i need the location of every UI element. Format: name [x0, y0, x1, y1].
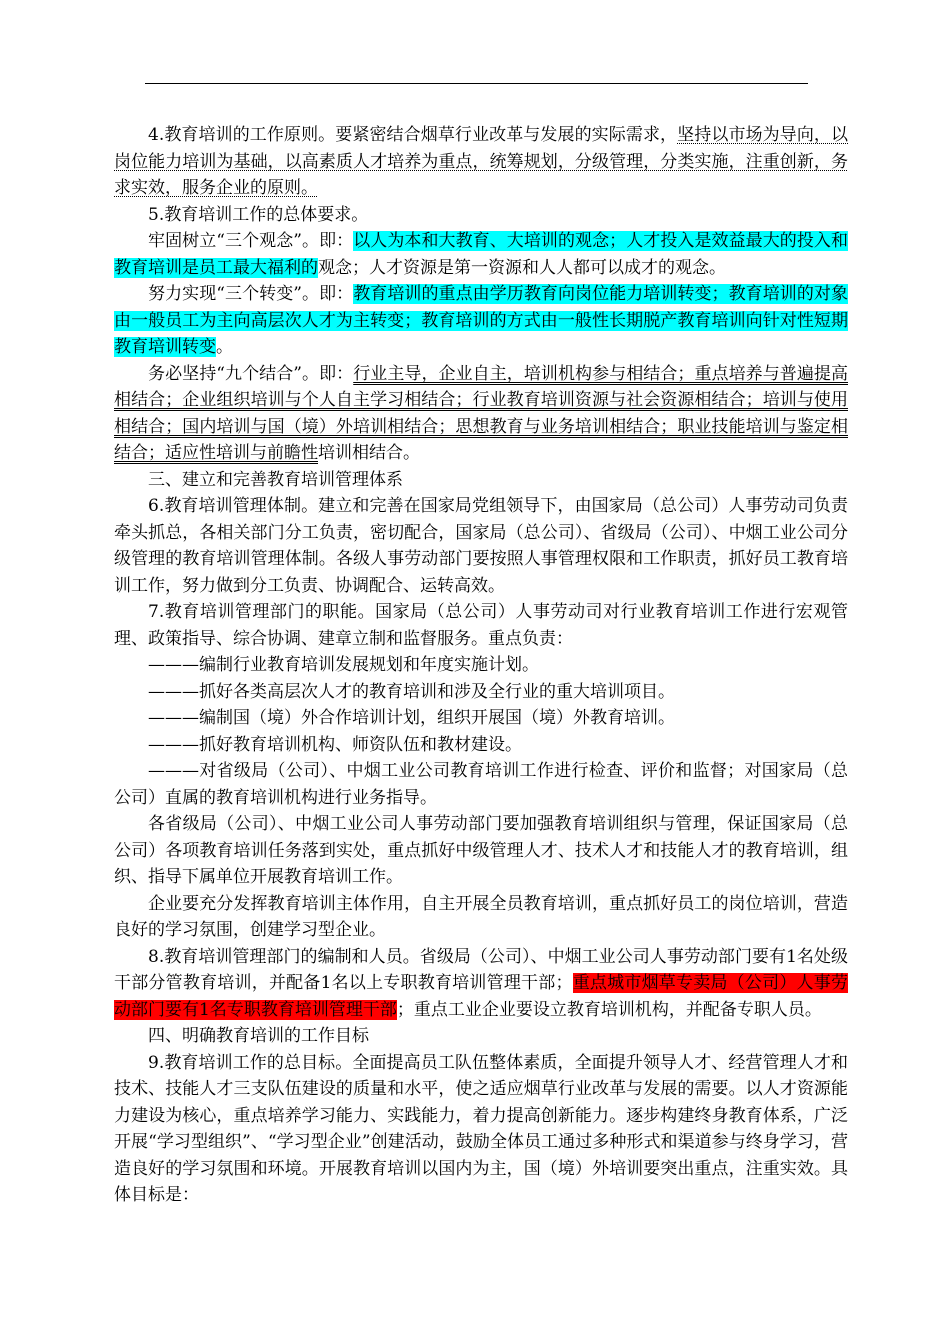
p4-underlined-text: 坚持以市场为导向，以岗位能力培训为基础，以高素质人才培养为重点，统筹规划，分级管理，分类实施，注重创新，务求实效，服务企业的原则。 [114, 125, 849, 198]
paragraph-enterprise: 企业要充分发挥教育培训主体作用，自主开展全员教育培训，重点抓好员工的岗位培训，营造良好的学习氛围，创建学习型企业。 [114, 893, 848, 940]
paragraph-5: 5.教育培训工作的总体要求。 [148, 204, 369, 225]
document-body [114, 122, 848, 1209]
paragraph-three-concepts [114, 228, 848, 281]
concepts-highlight: 以人为本和大教育、大培训的观念；人才投入是效益最大的投入和教育培训是员工最大福利的 [114, 231, 848, 278]
duty-item: ———编制行业教育培训发展规划和年度实施计划。 [148, 655, 539, 675]
changes-tail: 。 [216, 337, 233, 357]
duty-item: ———抓好教育培训机构、师资队伍和教材建设。 [148, 734, 522, 755]
section-heading-3: 三、建立和完善教育培训管理体系 [148, 469, 403, 490]
section-heading-4: 四、明确教育培训的工作目标 [148, 1026, 369, 1046]
paragraph-8 [114, 944, 848, 1024]
p8-tail: ；重点工业企业要设立教育培训机构，并配备专职人员。 [396, 999, 822, 1020]
concepts-tail: 观念；人才资源是第一资源和人人都可以成才的观念。 [318, 257, 726, 278]
paragraph-7: 7.教育培训管理部门的职能。国家局（总公司）人事劳动司对行业教育培训工作进行宏观管理、政策指导、综合协调、建章立制和监督服务。重点负责： [114, 602, 848, 649]
paragraph-9: 9.教育培训工作的总目标。全面提高员工队伍整体素质，全面提升领导人才、经营管理人才和技术、技能人才三支队伍建设的质量和水平，使之适应烟草行业改革与发展的需要。以人才资源能力建设为核心，重点培养学习能力、实践能力，着力提高创新能力。逐步构建终身教育体系，广泛开展“学习型组织”、“学习型企业”创建活动，鼓励全体员工通过多种形式和渠道参与终身学习，营造良好的学习氛围和环境。开展教育培训以国内为主，国（境）外培训要突出重点，注重实效。具体目标是： [114, 1052, 848, 1205]
changes-highlight: 教育培训的重点由学历教育向岗位能力培训转变；教育培训的对象由一般员工为主向高层次人才为主转变；教育培训的方式由一般性长期脱产教育培训向针对性短期教育培训转变 [114, 284, 848, 357]
duty-item: ———抓好各类高层次人才的教育培训和涉及全行业的重大培训项目。 [148, 681, 675, 702]
header-rule [145, 83, 808, 84]
duty-item: ———对省级局（公司）、中烟工业公司教育培训工作进行检查、评价和监督；对国家局（总公司）直属的教育培训机构进行业务指导。 [114, 761, 848, 808]
paragraph-three-changes [114, 281, 848, 361]
p8-red-highlight: 重点城市烟草专卖局（公司）人事劳动部门要有1名专职教育培训管理干部 [114, 973, 848, 1020]
combinations-tail: 培训相结合。 [318, 443, 420, 463]
combinations-underlined: 行业主导，企业自主，培训机构参与相结合；重点培养与普遍提高相结合；企业组织培训与个人自主学习相结合；行业教育培训资源与社会资源相结合；培训与使用相结合；国内培训与国（境）外培训相结合；思想教育与业务培训相结合；职业技能培训与鉴定相结合；适应性培训与前瞻性 [114, 363, 848, 463]
concepts-lead: 牢固树立“三个观念”。即： [148, 231, 354, 251]
paragraph-4 [114, 122, 848, 202]
combinations-lead: 务必坚持“九个结合”。即： [148, 363, 354, 384]
paragraph-provincial: 各省级局（公司）、中烟工业公司人事劳动部门要加强教育培训组织与管理，保证国家局（总公司）各项教育培训任务落到实处，重点抓好中级管理人才、技术人才和技能人才的教育培训，组织、指导下属单位开展教育培训工作。 [114, 814, 848, 887]
paragraph-nine-combinations [114, 361, 848, 467]
changes-lead: 努力实现“三个转变”。即： [148, 284, 354, 304]
p8-lead: 8.教育培训管理部门的编制和人员。省级局（公司）、中烟工业公司人事劳动部门要有1名处级干部分管教育培训，并配备1名以上专职教育培训管理干部； [114, 946, 848, 993]
paragraph-6: 6.教育培训管理体制。建立和完善在国家局党组领导下，由国家局（总公司）人事劳动司负责牵头抓总，各相关部门分工负责，密切配合，国家局（总公司）、省级局（公司）、中烟工业公司分级管理的教育培训管理体制。各级人事劳动部门要按照人事管理权限和工作职责，抓好员工教育培训工作，努力做到分工负责、协调配合、运转高效。 [114, 496, 848, 596]
duty-item: ———编制国（境）外合作培训计划，组织开展国（境）外教育培训。 [148, 708, 675, 728]
p4-lead: 4.教育培训的工作原则。要紧密结合烟草行业改革与发展的实际需求， [148, 125, 678, 145]
